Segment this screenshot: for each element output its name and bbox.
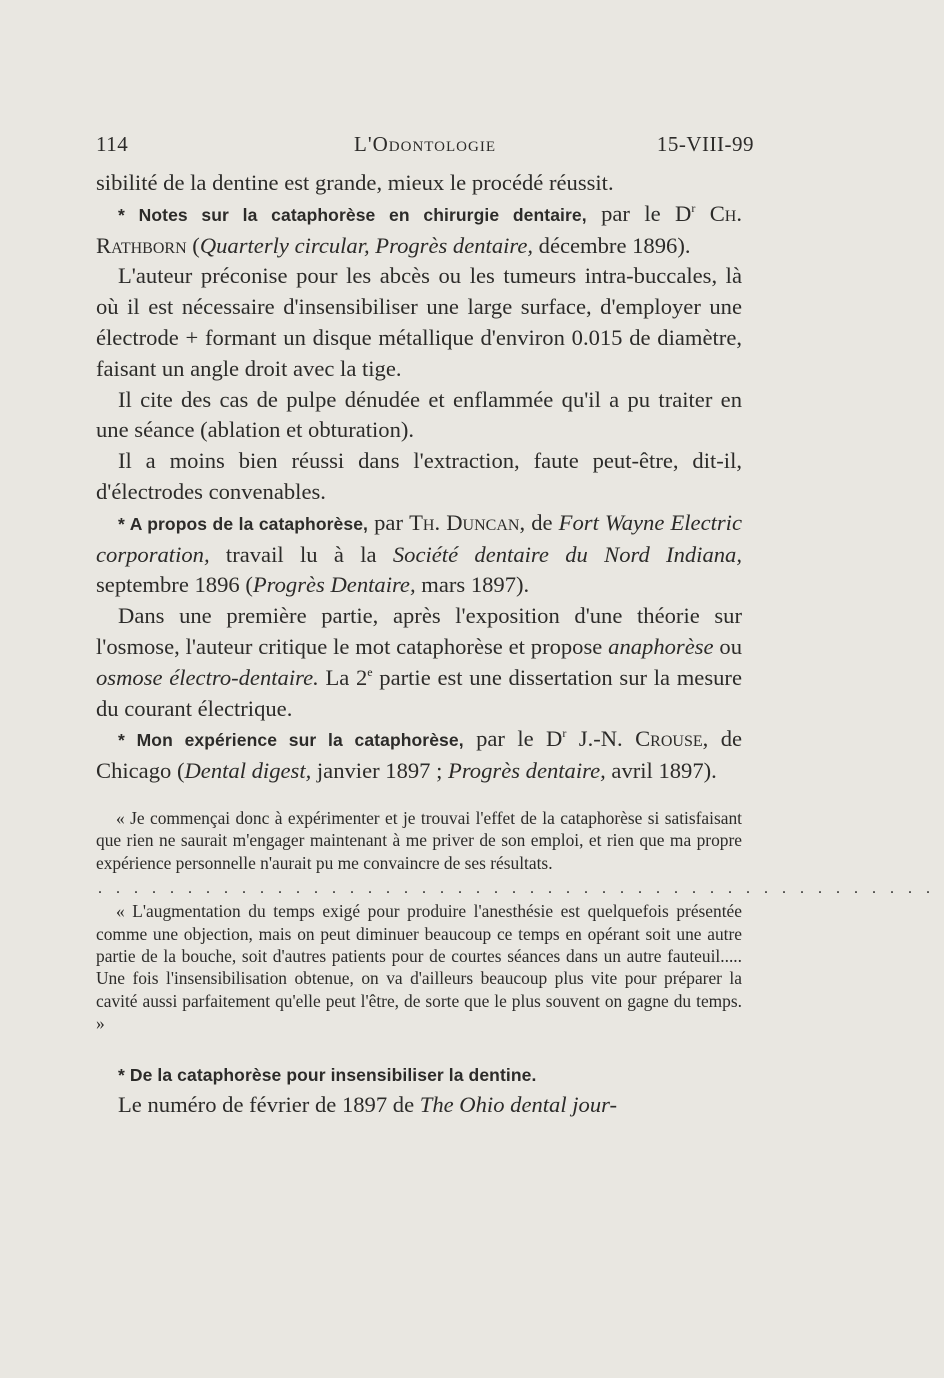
journal-title: Progrès dentaire, xyxy=(448,758,606,784)
section-heading: * Mon expérience sur la cataphorèse, xyxy=(118,730,464,751)
paragraph-notes-cataphorese: * Notes sur la cataphorèse en chirurgie dentaire, par le $D^r$ Ch. Rathborn (Quarterly circular, Progrès dentaire, décembre 1896). xyxy=(96,200,743,258)
page-body xyxy=(96,168,944,1121)
author-name: Th. Duncan xyxy=(409,509,520,535)
section-heading: * De la cataphorèse pour insensibiliser la dentine. xyxy=(118,1064,537,1085)
author-name: Ch. Rathborn xyxy=(96,200,743,258)
paragraph-propos-cataphorese: * A propos de la cataphorèse, par Th. Duncan, de Fort Wayne Electric corporation, travail lu à la Société dentaire du Nord Indiana, septembre 1896 (Progrès Dentaire, mars 1897). xyxy=(96,509,742,598)
quote-paragraph: « Je commençai donc à expérimenter et je trouvai l'effet de la cataphorèse si satisfaisant que rien ne saurait m'engager maintenant à me priver de son emploi, et rien que ma propre expérience personnelle n'aurait pu me convaincre de ses résultats. xyxy=(96,807,742,873)
paragraph-mon-experience: * Mon expérience sur la cataphorèse, par le $D^r$ J.-N. Crouse, de Chicago (Dental digest, janvier 1897 ; Progrès dentaire, avril 1897). xyxy=(96,726,743,784)
journal-title: Progrès Dentaire, xyxy=(252,572,416,598)
paragraph: L'auteur préconise pour les abcès ou les tumeurs intra-buccales, là où il est nécessaire d'insensibiliser une large surface, d'employer une électrode + formant un disque métallique d'environ 0.015 de diamètre, faisant un angle droit avec la tige. xyxy=(96,263,742,381)
section-heading: * A propos de la cataphorèse, xyxy=(118,513,369,534)
organization-name: Fort Wayne Electric corporation, xyxy=(96,509,742,567)
quote-paragraph: « L'augmentation du temps exigé pour produire l'anesthésie est quelquefois présentée comme une objection, mais on peut diminuer beaucoup ce temps en opérant soit une autre partie de la bouche, soit d'autres patients pour de courtes séances dans un autre fauteuil..... Une fois l'insensibilisation obtenue, on va d'ailleurs beaucoup plus vite pour préparer la cavité aussi parfaitement qu'elle peut l'être, de sorte que le plus souvent on gagne du temps. » xyxy=(96,901,742,1034)
journal-title: Quarterly circular, Progrès dentaire, xyxy=(199,232,534,258)
ellipsis-dots: ............................................... xyxy=(98,880,944,898)
issue-date: 15-VIII-99 xyxy=(656,132,754,156)
running-header xyxy=(96,132,754,166)
paragraph: Le numéro de février de 1897 de The Ohio dental jour- xyxy=(118,1092,617,1118)
block-quote xyxy=(96,807,944,1035)
paragraph: Dans une première partie, après l'exposition d'une théorie sur l'osmose, l'auteur critique le mot cataphorèse et propose anaphorèse ou osmose électro-dentaire. La 2e partie est une dissertation sur la mesure du courant électrique. xyxy=(96,603,743,721)
paragraph: Il cite des cas de pulpe dénudée et enflammée qu'il a pu traiter en une séance (ablation et obturation). xyxy=(96,386,742,443)
journal-title: The Ohio dental jour- xyxy=(419,1092,617,1118)
running-title: L'Odontologie xyxy=(354,132,496,156)
paragraph: sibilité de la dentine est grande, mieux le procédé réussit. xyxy=(96,170,614,195)
journal-title: Dental digest, xyxy=(184,758,312,784)
society-name: Société dentaire du Nord Indiana, xyxy=(392,541,742,567)
author-name: J.-N. Crouse xyxy=(566,726,703,752)
page-number: 114 xyxy=(96,132,129,156)
paragraph-heading xyxy=(96,1059,742,1091)
section-heading: * Notes sur la cataphorèse en chirurgie dentaire, xyxy=(118,204,587,225)
paragraph: Il a moins bien réussi dans l'extraction, faute peut-être, dit-il, d'électrodes convenables. xyxy=(96,448,742,504)
